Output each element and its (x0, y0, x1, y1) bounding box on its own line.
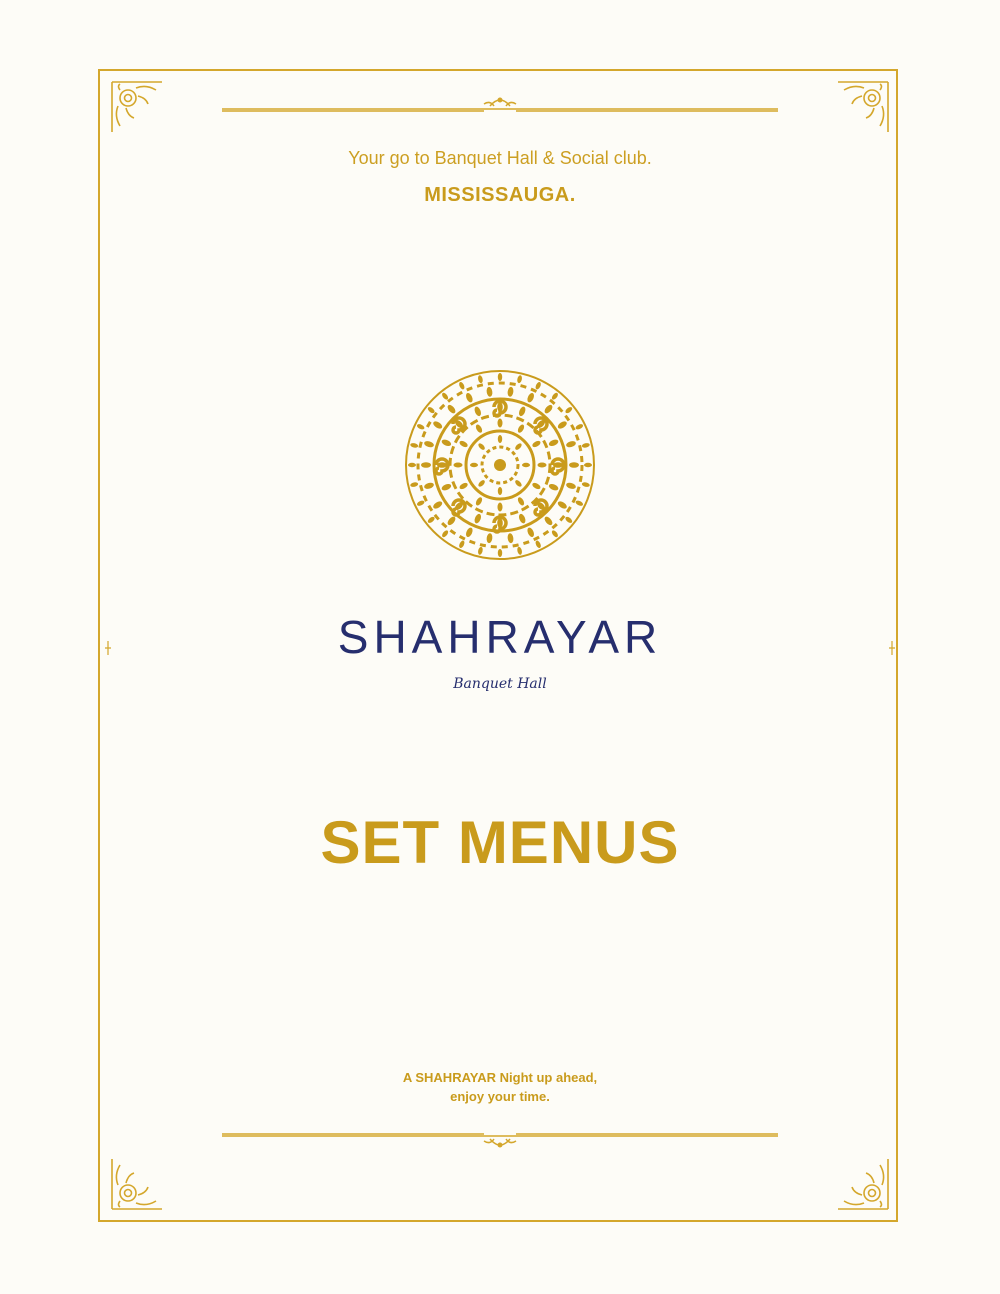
mandala-petal (507, 533, 514, 544)
mandala-petal (534, 381, 541, 390)
mandala-petal (432, 420, 443, 430)
mandala-petal (518, 406, 527, 417)
mandala-petal (526, 527, 535, 538)
mandala-petal (410, 442, 419, 448)
mandala-petal (458, 381, 465, 390)
mandala-petal (581, 482, 590, 488)
mandala-petal (477, 479, 486, 488)
mandala-icon (400, 365, 600, 565)
mandala-petal (575, 499, 584, 506)
mandala-petal (427, 406, 436, 414)
brand-name: SHAHRAYAR (337, 611, 663, 663)
mandala-petal (584, 463, 592, 467)
mandala-petal (548, 483, 559, 492)
mandala-petal (486, 533, 493, 544)
mandala-petal (454, 463, 463, 468)
mandala-petal (517, 546, 523, 555)
mandala-petal (551, 392, 559, 401)
mandala-petal (498, 373, 502, 381)
page-title: SET MENUS (320, 809, 680, 876)
corner-ornament-icon (834, 78, 892, 136)
mandala-petal (507, 386, 514, 397)
mandala-petal (581, 442, 590, 448)
mandala-petal (498, 549, 502, 557)
mandala-petal (475, 423, 484, 433)
mandala-petal (548, 438, 559, 447)
mandala-petal (446, 403, 457, 414)
mandala-petal (531, 482, 541, 491)
mandala-petal (557, 420, 568, 430)
mandala-petal (498, 435, 502, 443)
mandala-petal (477, 375, 483, 384)
mandala-petal (473, 513, 482, 524)
mandala-petal (416, 423, 425, 430)
mandala-petal (486, 386, 493, 397)
mandala-petal (531, 440, 541, 449)
mandala-petal (465, 527, 474, 538)
mandala-petal (569, 462, 579, 468)
mandala-petal (514, 442, 523, 451)
top-divider-ornament (222, 94, 778, 114)
mandala-petal (465, 392, 474, 403)
mandala-petal (526, 392, 535, 403)
mandala-petal (458, 540, 465, 549)
mandala-petal (517, 496, 526, 506)
mandala-petal (497, 518, 503, 528)
mandala-petal (534, 540, 541, 549)
mandala-petal (416, 499, 425, 506)
mandala-petal (565, 482, 576, 490)
mandala-petal (522, 463, 530, 467)
mandala-petal (423, 482, 434, 490)
mandala-petal (498, 503, 503, 512)
tagline: Your go to Banquet Hall & Social club. (348, 148, 652, 168)
mandala-petal (565, 440, 576, 448)
bottom-divider-ornament (222, 1131, 778, 1151)
brand-subtitle: Banquet Hall (453, 676, 547, 692)
mandala-petal (543, 515, 554, 526)
mandala-petal (477, 546, 483, 555)
mandala-petal (498, 419, 503, 428)
mandala-petal (497, 402, 503, 412)
footer-line-1: A SHAHRAYAR Night up ahead, (402, 1070, 598, 1085)
mandala-petal (458, 440, 468, 449)
mandala-petal (477, 442, 486, 451)
mandala-petal (423, 440, 434, 448)
mandala-petal (475, 496, 484, 506)
mandala-petal (432, 500, 443, 510)
mandala-petal (408, 463, 416, 467)
mandala-petal (421, 462, 431, 468)
mandala-petal (564, 406, 573, 414)
mandala-petal (517, 423, 526, 433)
mandala-petal (538, 463, 547, 468)
mandala-petal (441, 438, 452, 447)
mandala-petal (557, 500, 568, 510)
mandala-petal (441, 529, 449, 538)
mandala-petal (473, 406, 482, 417)
corner-ornament-icon (108, 1155, 166, 1213)
mandala-petal (543, 403, 554, 414)
mandala-petal (446, 515, 457, 526)
city-label: MISSISSAUGA. (424, 184, 576, 206)
mandala-petal (517, 375, 523, 384)
mandala-petal (410, 482, 419, 488)
mandala-petal (427, 516, 436, 524)
mandala-petal (458, 482, 468, 491)
mandala-petal (575, 423, 584, 430)
mandala-petal (551, 529, 559, 538)
corner-ornament-icon (108, 78, 166, 136)
mandala-petal (518, 513, 527, 524)
mandala-petal (514, 479, 523, 488)
corner-ornament-icon (834, 1155, 892, 1213)
mandala-petal (498, 487, 502, 495)
mandala-petal (470, 463, 478, 467)
footer-line-2: enjoy your time. (450, 1089, 550, 1104)
mandala-petal (441, 392, 449, 401)
mandala-petal (564, 516, 573, 524)
mandala-petal (441, 483, 452, 492)
